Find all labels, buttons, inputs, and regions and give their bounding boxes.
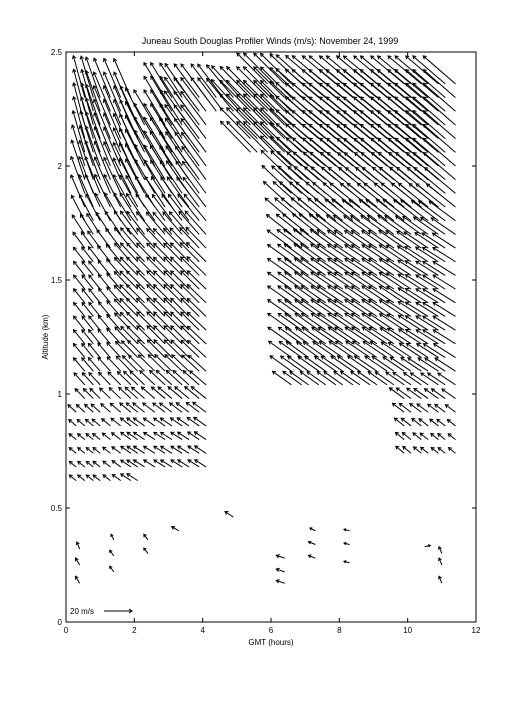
x-tick-label: 2 <box>132 626 137 635</box>
x-tick-label: 8 <box>337 626 342 635</box>
y-tick-label: 2 <box>57 162 62 171</box>
y-tick-label: 0 <box>57 618 62 627</box>
y-tick-label: 1.5 <box>50 276 62 285</box>
x-tick-label: 6 <box>268 626 274 635</box>
y-axis-label: Altitude (km) <box>41 314 50 360</box>
x-axis-label: GMT (hours) <box>248 638 294 647</box>
y-tick-label: 1 <box>57 390 62 399</box>
chart-title: Juneau South Douglas Profiler Winds (m/s): November 24, 1999 <box>141 36 399 46</box>
x-tick-label: 4 <box>200 626 205 635</box>
x-tick-label: 0 <box>63 626 69 635</box>
reference-label: 20 m/s <box>70 607 95 616</box>
x-tick-label: 10 <box>403 626 413 635</box>
y-tick-label: 2.5 <box>50 48 62 57</box>
x-tick-label: 12 <box>471 626 481 635</box>
y-tick-label: 0.5 <box>50 504 62 513</box>
